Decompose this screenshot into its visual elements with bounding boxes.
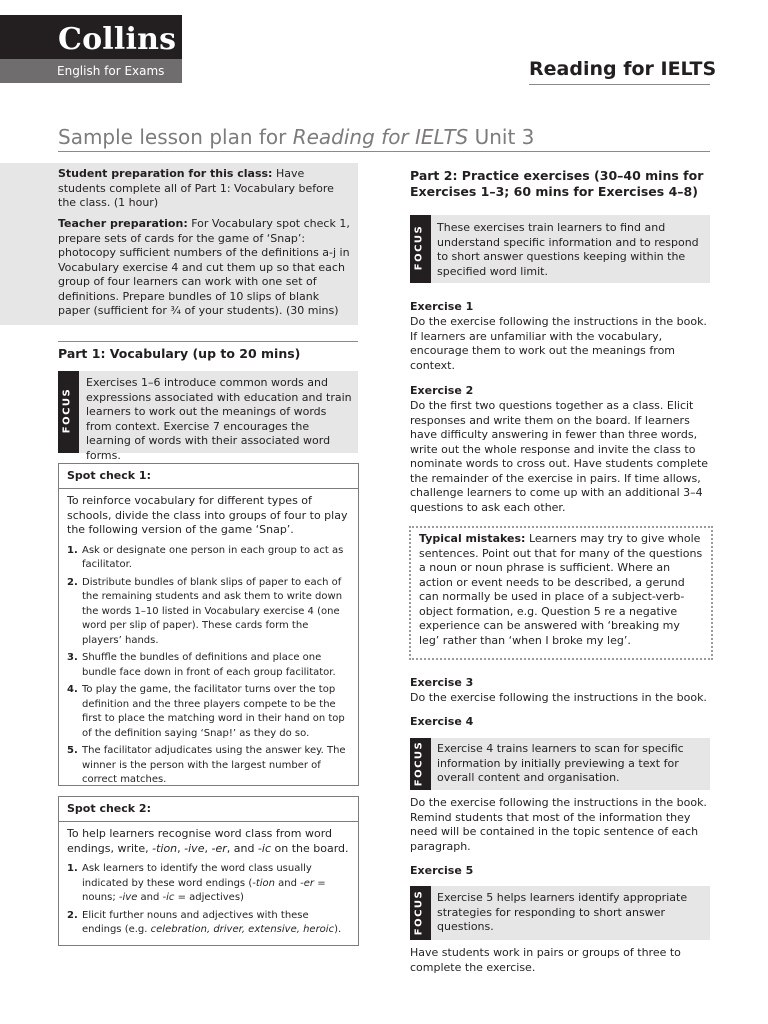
exercise-4-focus-text: Exercise 4 trains learners to scan for specific information by initially previewing a text for overall content and organisation. (437, 742, 684, 784)
exercise-4-text: Do the exercise following the instructions in the book. Remind students that most of the information they need will be contained in the topic sentence of each paragraph. (410, 796, 707, 853)
focus-tab: FOCUS (410, 886, 431, 940)
exercise-5-focus-text: Exercise 5 helps learners identify appropriate strategies for responding to short answer questions. (437, 891, 688, 933)
spot-check-2-steps (67, 862, 350, 938)
exercise-5-text: Have students work in pairs or groups of three to complete the exercise. (410, 946, 681, 974)
exercise-2-text: Do the first two questions together as a class. Elicit responses and write them on the board. If learners have difficulty answering in fewer than three words, write out the whole response and invite the class to nominate words to cross out. Have students complete the remainder of the exercise in pairs. If time allows, challenge learners to come up with an additional 3–4 questions to ask each other. (410, 399, 709, 514)
typical-mistakes-text: Typical mistakes: Learners may try to give whole sentences. Point out that for many of the questions a noun or noun phrase is sufficient. Where an action or event needs to be described, a gerund can normally be used in place of a subject-verb-object formation, e.g. Question 5 re a negative experience can be answered with ‘breaking my leg’ rather than ‘when I broke my leg’. (419, 532, 703, 647)
exercise-2-title: Exercise 2 (410, 384, 474, 397)
focus-tab: FOCUS (410, 738, 431, 790)
exercise-3-text: Do the exercise following the instructions in the book. (410, 691, 707, 704)
logo-sub: English for Exams (57, 64, 165, 78)
list-item: 2. Elicit further nouns and adjectives with these endings (e.g. celebration, driver, extensive, heroic). (67, 909, 342, 935)
part1-rule (58, 341, 358, 342)
list-item: 5. The facilitator adjudicates using the answer key. The winner is the person with the largest number of correct matches. (67, 745, 346, 785)
spot-check-1-title: Spot check 1: (59, 464, 358, 489)
student-preparation: Student preparation for this class: Have students complete all of Part 1: Vocabulary before the class. (1 hour) (58, 167, 334, 209)
focus-tab: FOCUS (410, 215, 431, 283)
list-item: 3. Shuffle the bundles of definitions and place one bundle face down in front of each group facilitator. (67, 652, 336, 678)
list-item: 1. Ask or designate one person in each group to act as facilitator. (67, 544, 344, 570)
title-rule (58, 151, 710, 152)
part1-heading: Part 1: Vocabulary (up to 20 mins) (58, 346, 301, 361)
page-title: Sample lesson plan for Reading for IELTS Unit 3 (58, 125, 535, 149)
part1-focus-text: Exercises 1–6 introduce common words and expressions associated with education and train learners to work out the meanings of words from context. Exercise 7 encourages the learning of words with their associated word forms. (86, 376, 352, 462)
list-item: 1. Ask learners to identify the word class usually indicated by these word endings (-tion and -er = nouns; -ive and -ic = adjectives) (67, 863, 326, 903)
exercise-4-title: Exercise 4 (410, 715, 474, 728)
teacher-preparation: Teacher preparation: For Vocabulary spot check 1, prepare sets of cards for the game of ‘Snap’: photocopy sufficient numbers of the definitions a-j in Vocabulary exercise 4 and cut them up so that each group of four learners can work with one set of definitions. Prepare bundles of 10 slips of blank paper (sufficient for ¾ of your students). (30 mins) (58, 217, 350, 317)
exercise-3-title: Exercise 3 (410, 676, 474, 689)
spot-check-1-intro: To reinforce vocabulary for different types of schools, divide the class into groups of four to play the following version of the game ‘Snap’. (67, 494, 348, 536)
header-rule (529, 84, 710, 85)
spot-check-1 (58, 463, 359, 786)
spot-check-2-intro: To help learners recognise word class from word endings, write, -tion, -ive, -er, and -ic on the board. (67, 827, 349, 855)
spot-check-2-title: Spot check 2: (59, 797, 358, 822)
spot-check-2 (58, 796, 359, 946)
exercise-1-title: Exercise 1 (410, 300, 474, 313)
list-item: 2. Distribute bundles of blank slips of paper to each of the remaining students and ask them to write down the words 1–10 listed in Vocabulary exercise 4 (one word per slip of paper). These cards form the players’ hands. (67, 576, 343, 646)
logo-name: Collins (58, 22, 177, 57)
book-title: Reading for IELTS (529, 58, 717, 80)
spot-check-1-steps (67, 544, 350, 788)
exercise-5-title: Exercise 5 (410, 864, 474, 877)
part2-focus-text: These exercises train learners to find and understand specific information and to respond to short answer questions keeping within the specified word limit. (437, 221, 699, 278)
list-item: 4. To play the game, the facilitator turns over the top definition and the three players compete to be the first to place the matching word in their hand on top of the definition saying ‘Snap!’ as they do so. (67, 684, 345, 739)
part2-heading: Part 2: Practice exercises (30–40 mins for Exercises 1–3; 60 mins for Exercises 4–8) (410, 168, 704, 199)
focus-tab: FOCUS (58, 371, 79, 453)
exercise-1-text: Do the exercise following the instructions in the book. If learners are unfamiliar with the vocabulary, encourage them to work out the meanings from context. (410, 315, 707, 372)
